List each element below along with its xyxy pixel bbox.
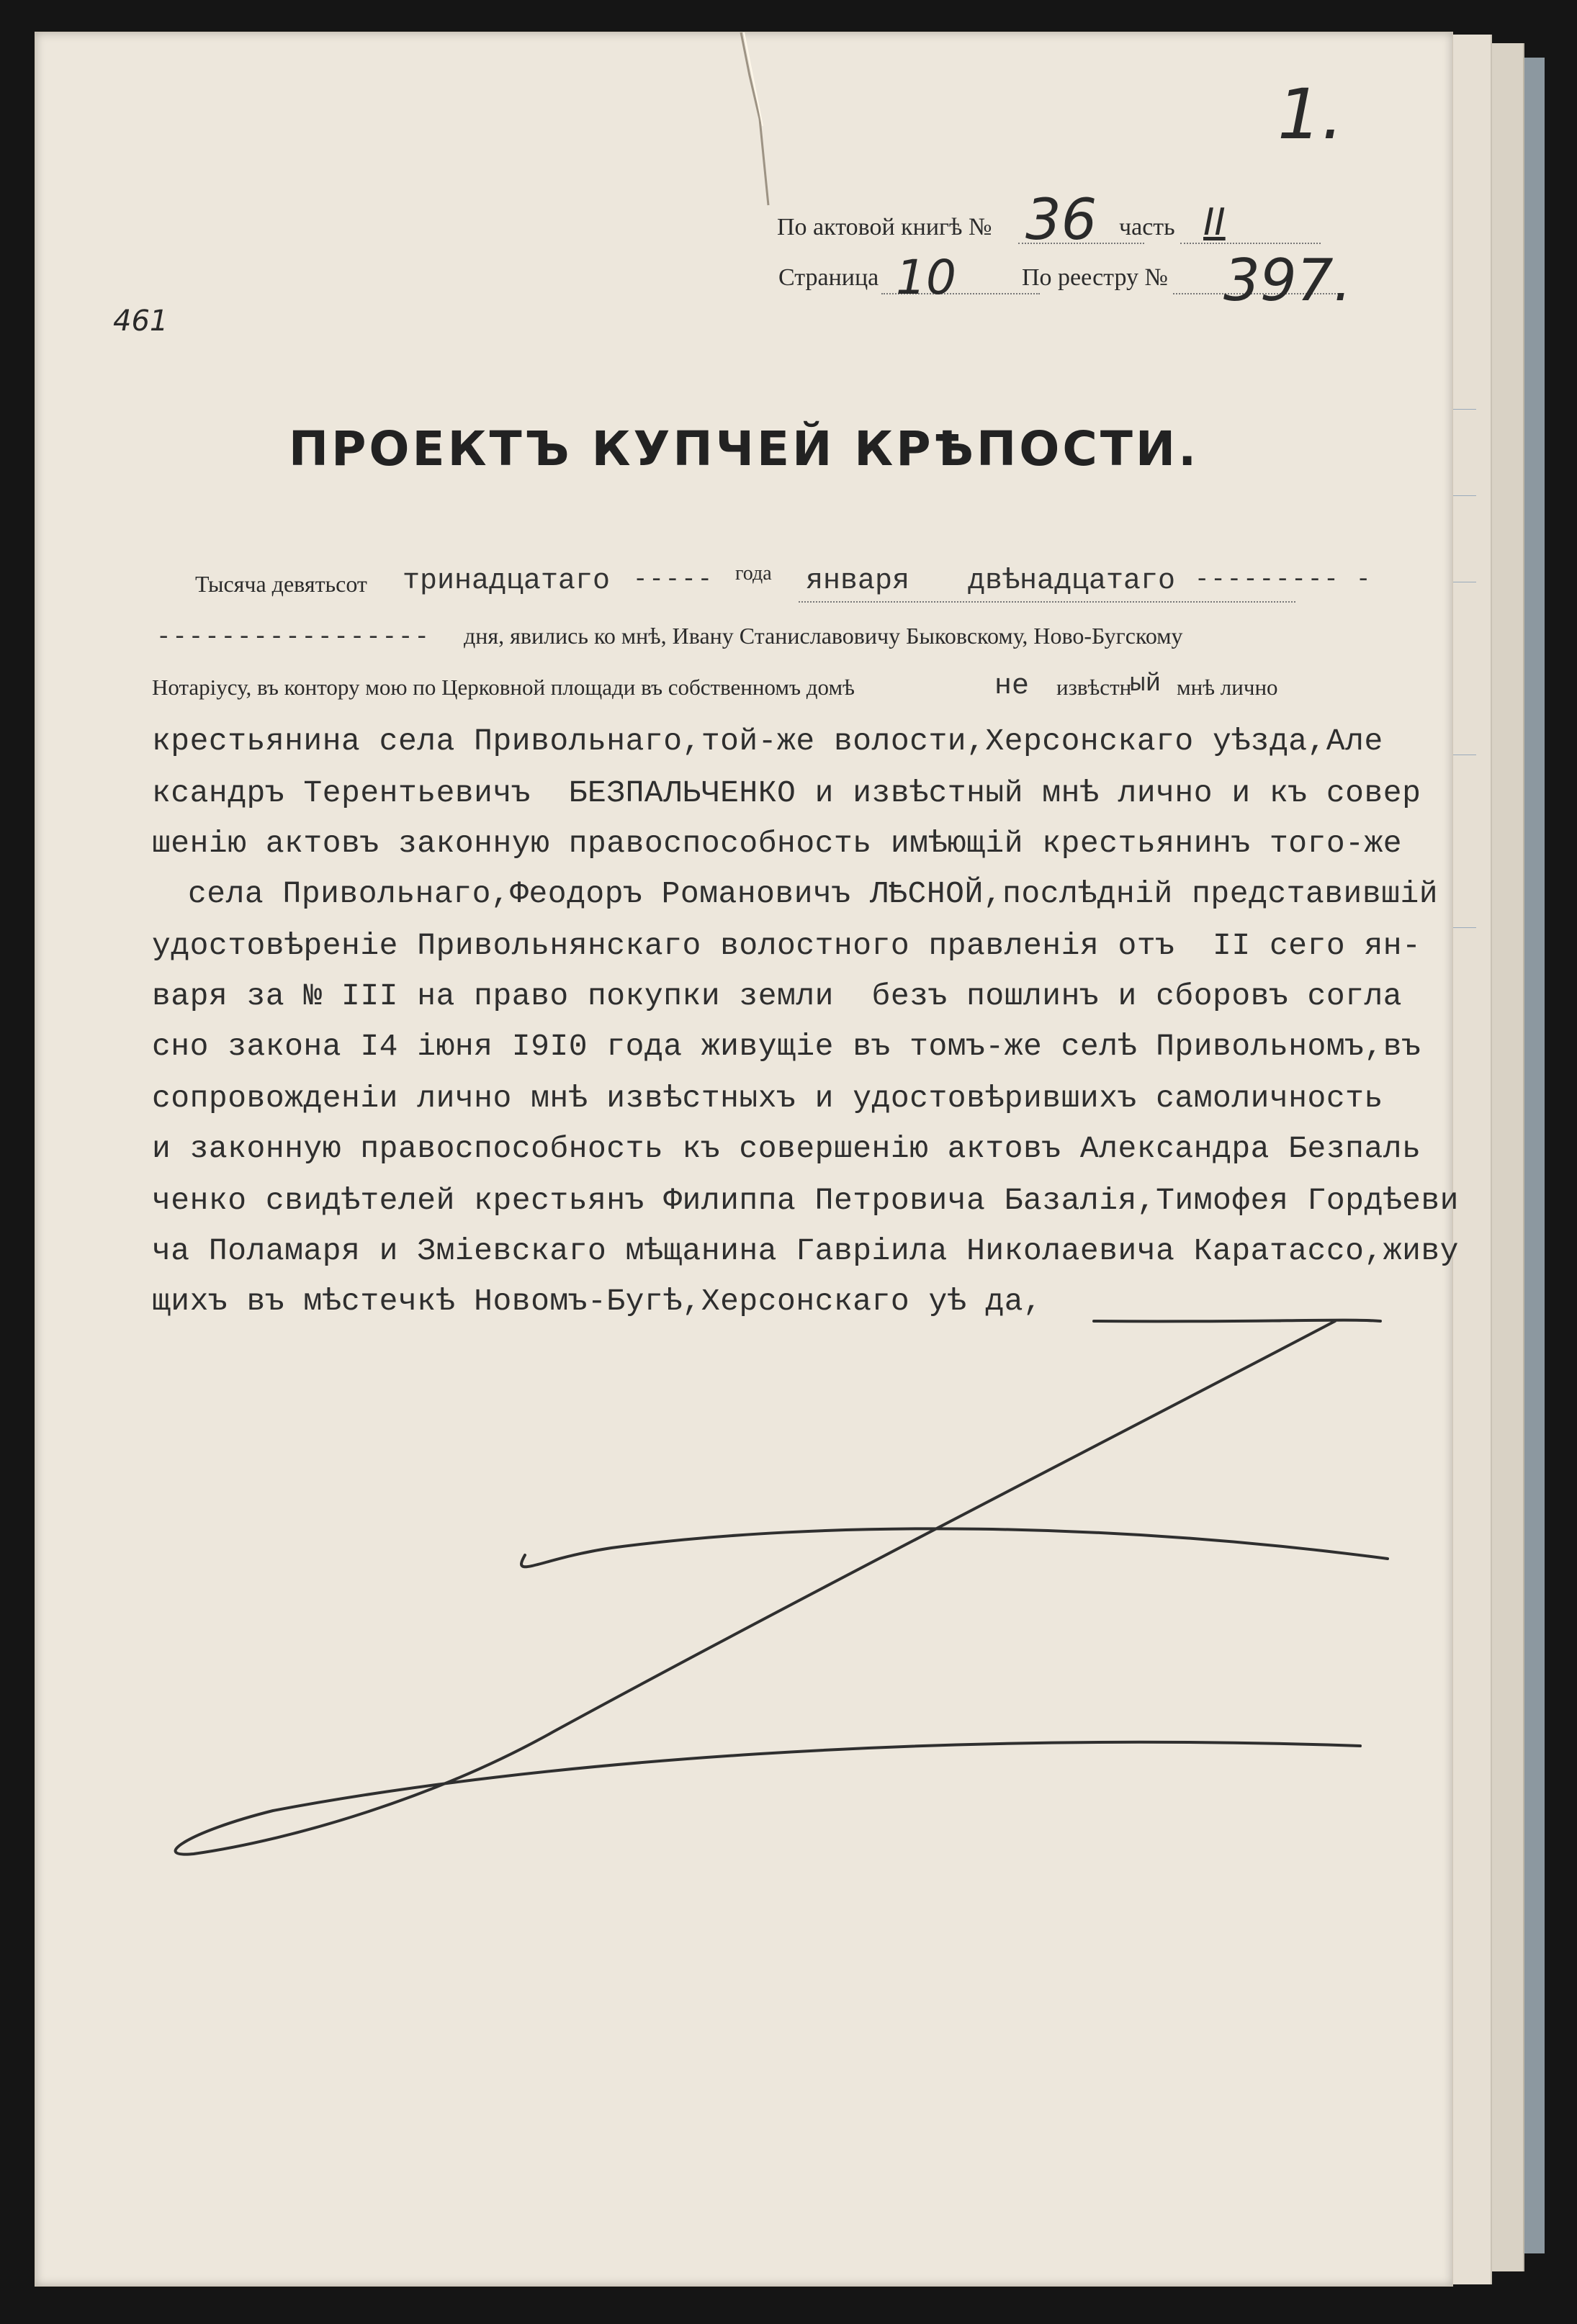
body-line: ченко свидѣтелей крестьянъ Филиппа Петровича Базалія,Тимофея Гордѣеви (152, 1183, 1459, 1218)
cross-out-stroke (35, 32, 1452, 2286)
page-value: 10 (896, 250, 956, 305)
preamble-year-label: года (735, 562, 772, 585)
body-line: ча Поламаря и Зміевскаго мѣщанина Гавріила Николаевича Каратассо,живу (152, 1233, 1459, 1269)
preamble-suffix: ый (1130, 669, 1162, 698)
document-page (35, 32, 1459, 2287)
preamble-ne: не (994, 670, 1030, 703)
margin-note: 461 (113, 305, 169, 338)
registry-number: 397. (1223, 247, 1352, 314)
book-label: По актовой книгѣ № (777, 214, 992, 240)
body-line: крестьянина села Привольнаго,той-же волости,Херсонскаго уѣзда,Але (152, 724, 1383, 759)
body-line: варя за № III на право покупки земли безъ пошлинъ и сборовъ согла (152, 978, 1403, 1014)
body-line: и законную правоспособность къ совершенію актовъ Александра Безпаль (152, 1131, 1421, 1166)
body-line: села Привольнаго,Феодоръ Романовичъ ЛѢСНОЙ,послѣдній представившій (188, 876, 1439, 911)
preamble-dash2: --------- - (1195, 567, 1372, 594)
body-line: сно закона I4 іюня I9I0 года живущіе въ томъ-же селѣ Привольномъ,въ (152, 1029, 1421, 1064)
page-number: 1. (1277, 74, 1344, 155)
registry-label: По реестру № (1022, 264, 1168, 291)
body-line: сопровожденіи лично мнѣ извѣстныхъ и удостовѣрившихъ самоличность (152, 1081, 1383, 1116)
preamble-dash3: ----------------- (156, 624, 431, 652)
preamble-year: тринадцатаго (403, 565, 611, 598)
preamble-thousand: Тысяча девятьсот (195, 571, 367, 597)
document-title: ПРОЕКТЪ КУПЧЕЙ КРѢПОСТИ. (288, 421, 1200, 477)
page-label: Страница (778, 264, 879, 291)
preamble-day: двѣнадцатаго (968, 565, 1176, 598)
body-line: шенію актовъ законную правоспособность имѣющій крестьянинъ того-же (152, 826, 1403, 861)
preamble-dash1: ----- (633, 567, 714, 594)
preamble-line3: Нотаріусу, въ контору мою по Церковной площади въ собственномъ домѣ (152, 675, 855, 700)
body-line: удостовѣреніе Привольнянскаго волостного правленія отъ II сего ян- (152, 928, 1421, 963)
preamble-known: извѣстн (1056, 675, 1132, 700)
body-line: ксандръ Терентьевичъ БЕЗПАЛЬЧЕНКО и извѣстный мнѣ лично и къ совер (152, 775, 1421, 811)
body-line: щихъ въ мѣстечкѣ Новомъ-Бугѣ,Херсонскаго уѣ да, (152, 1284, 1043, 1319)
part-label: часть (1119, 214, 1175, 240)
preamble-personally: мнѣ лично (1177, 675, 1278, 700)
part-number: II (1203, 201, 1226, 244)
preamble-month: января (806, 565, 910, 598)
book-number: 36 (1025, 188, 1097, 253)
preamble-line2: дня, явились ко мнѣ, Ивану Станиславовичу Быковскому, Ново-Бугскому (464, 623, 1183, 649)
